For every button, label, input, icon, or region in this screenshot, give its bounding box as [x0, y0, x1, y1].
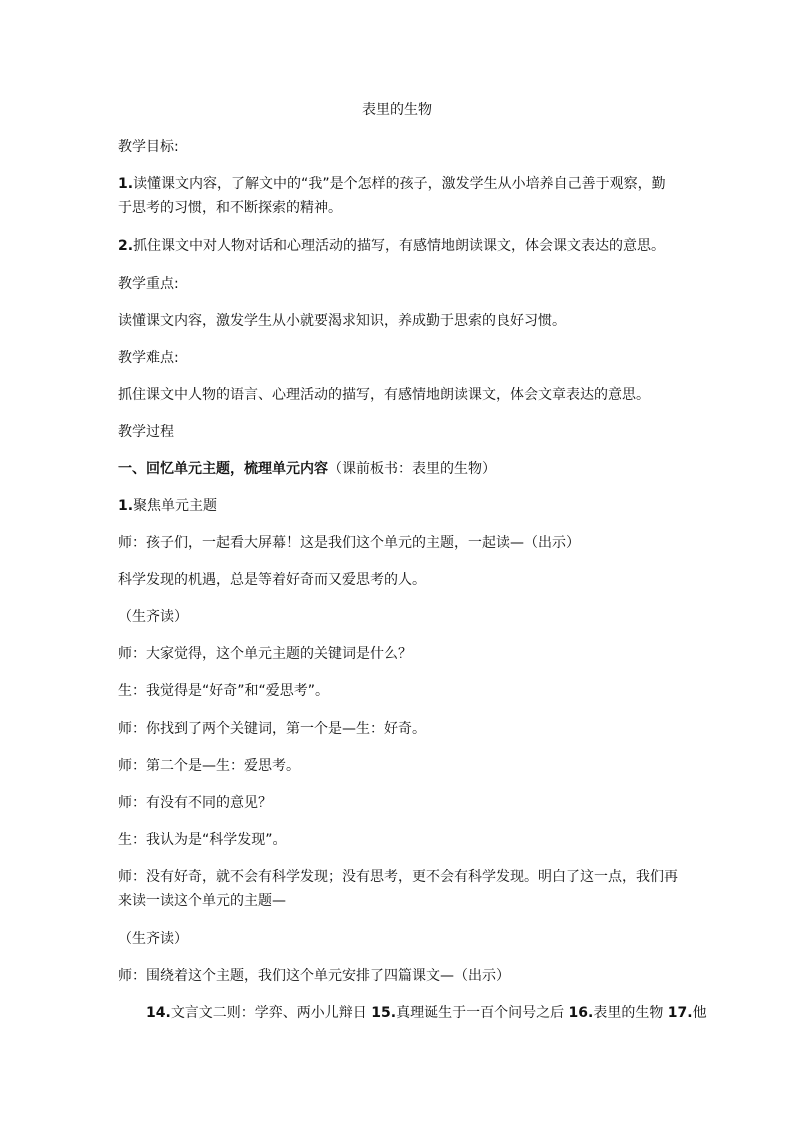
paragraph-4: 师：大家觉得，这个单元主题的关键词是什么？ [118, 646, 412, 662]
key-points-heading: 教学重点: [118, 276, 179, 292]
subsection-1-heading [118, 496, 678, 516]
difficulties-text: 抓住课文中人物的语言、心理活动的描写，有感情地朗读课文，体会文章表达的意思。 [118, 387, 650, 403]
paragraph-5: 生：我觉得是“好奇”和“爱思考”。 [118, 683, 330, 699]
lesson-list [146, 1003, 707, 1023]
goal-2-text: 抓住课文中对人物对话和心理活动的描写，有感情地朗读课文，体会课文表达的意思。 [133, 238, 666, 254]
paragraph-7: 师：第二个是—生：爱思考。 [118, 758, 300, 774]
subsection-1-text: 聚焦单元主题 [133, 498, 218, 514]
difficulties-heading: 教学难点: [118, 350, 179, 366]
goal-1-line-2: 于思考的习惯，和不断探索的精神。 [118, 200, 342, 216]
subsection-1-number: 1. [118, 498, 134, 514]
goal-1-line-1 [118, 174, 678, 194]
process-heading: 教学过程 [118, 424, 174, 440]
goal-2 [118, 236, 678, 256]
goals-heading: 教学目标: [118, 139, 179, 155]
paragraph-3: （生齐读） [118, 609, 188, 625]
paragraph-1: 师：孩子们，一起看大屏幕！这是我们这个单元的主题，一起读—（出示） [118, 535, 580, 551]
goal-2-number: 2. [118, 238, 134, 254]
paragraph-9: 生：我认为是“科学发现”。 [118, 832, 287, 848]
paragraph-2: 科学发现的机遇，总是等着好奇而又爱思考的人。 [118, 572, 426, 588]
lesson-15-number: 15. [371, 1005, 397, 1021]
lesson-16-number: 16. [568, 1005, 594, 1021]
section-1-note: （课前板书：表里的生物） [328, 461, 496, 477]
section-1-heading [118, 459, 678, 479]
goal-1-number: 1. [118, 176, 134, 192]
paragraph-10-line-1: 师：没有好奇，就不会有科学发现；没有思考，更不会有科学发现。明白了这一点，我们再 [118, 869, 678, 885]
document-title: 表里的生物 [362, 102, 432, 118]
paragraph-6: 师：你找到了两个关键词，第一个是—生：好奇。 [118, 721, 426, 737]
lesson-14-title: 文言文二则：学弈、两小儿辩日 [170, 1005, 372, 1021]
lesson-17-title: 他 [692, 1005, 707, 1021]
lesson-16-title: 表里的生物 [593, 1005, 668, 1021]
section-1-bold: 一、回忆单元主题，梳理单元内容 [118, 461, 328, 477]
paragraph-10-line-2: 来读一读这个单元的主题— [118, 893, 286, 909]
lesson-17-number: 17. [667, 1005, 693, 1021]
key-points-text: 读懂课文内容，激发学生从小就要渴求知识，养成勤于思索的良好习惯。 [118, 313, 566, 329]
paragraph-8: 师：有没有不同的意见？ [118, 795, 272, 811]
paragraph-11: （生齐读） [118, 931, 188, 947]
paragraph-12: 师：围绕着这个主题，我们这个单元安排了四篇课文—（出示） [118, 968, 510, 984]
goal-1-text: 读懂课文内容，了解文中的“我”是个怎样的孩子，激发学生从小培养自己善于观察，勤 [133, 176, 666, 192]
lesson-15-title: 真理诞生于一百个问号之后 [396, 1005, 569, 1021]
lesson-14-number: 14. [146, 1005, 171, 1021]
